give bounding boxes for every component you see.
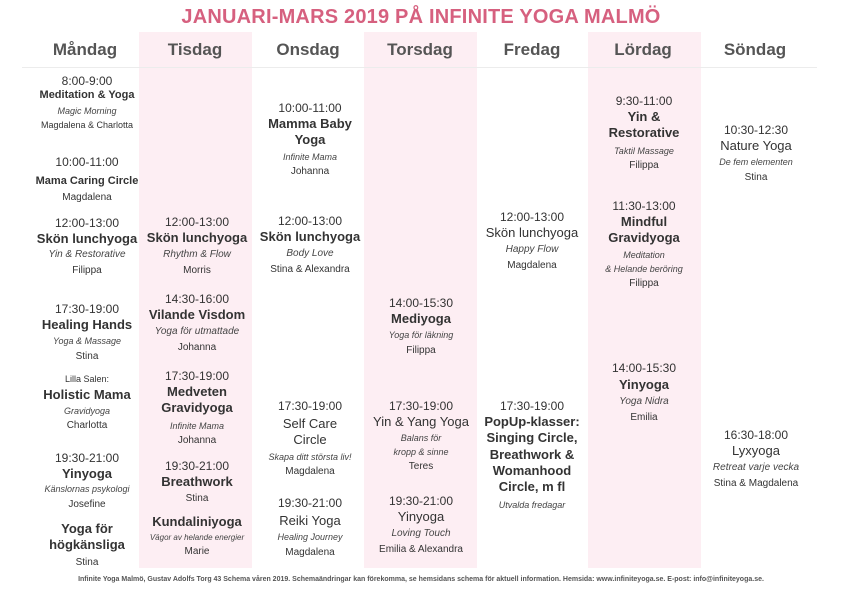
class-teacher: Magdalena & Charlotta: [40, 120, 134, 130]
class-teacher: Johanna: [177, 341, 217, 353]
class-teacher: Stina: [185, 493, 209, 505]
class-teacher: Magdalena: [285, 546, 335, 558]
day-header-sunday: Söndag: [723, 40, 787, 59]
class-time: 14:30-16:00: [164, 292, 230, 306]
class-name: Meditation & Yoga: [39, 89, 135, 101]
class-block: [474, 399, 590, 512]
class-time: 11:30-13:00: [612, 199, 676, 213]
class-time: 12:00-13:00: [54, 216, 120, 230]
class-block: [363, 494, 479, 556]
class-name: Skön lunchyoga: [36, 231, 138, 246]
class-name: Healing Hands: [41, 317, 133, 332]
class-time: 17:30-19:00: [499, 399, 565, 413]
class-time: 9:30-11:00: [615, 94, 673, 108]
class-time: 10:30-12:30: [723, 123, 789, 137]
class-time: 19:30-21:00: [277, 496, 343, 510]
class-name: Yinyoga: [61, 466, 113, 481]
class-teacher: Emilia: [630, 411, 658, 423]
class-teacher: Magdalena: [62, 191, 112, 203]
class-block: [29, 521, 145, 569]
class-teacher: Emilia & Alexandra: [379, 543, 463, 555]
class-teacher: Stina & Magdalena: [713, 477, 799, 489]
class-teacher: Teres: [408, 460, 434, 472]
class-teacher: Filippa: [406, 344, 436, 356]
class-block: [474, 210, 590, 272]
class-time: 17:30-19:00: [54, 302, 120, 316]
class-time: 12:00-13:00: [499, 210, 565, 224]
class-time: 17:30-19:00: [277, 399, 343, 413]
class-time: 14:00-15:30: [611, 361, 677, 375]
class-name: Yoga för högkänsliga: [49, 521, 125, 553]
class-subtitle: Yoga för utmattade: [154, 326, 240, 338]
class-block: [586, 94, 702, 172]
class-subtitle: Utvalda fredagar: [498, 500, 566, 511]
class-teacher: Josefine: [68, 498, 106, 510]
class-teacher: Morris: [183, 264, 211, 276]
class-time: 8:00-9:00: [61, 74, 113, 88]
class-block: [698, 123, 814, 184]
header-divider: [22, 67, 817, 68]
class-teacher: Stina: [75, 350, 99, 362]
class-name: Vilande Visdom: [148, 307, 246, 322]
class-name: Mediyoga: [391, 311, 451, 326]
class-name: Skön lunchyoga: [146, 230, 248, 245]
class-subtitle: Känslornas psykologi: [44, 484, 130, 495]
class-block: [252, 214, 368, 276]
day-header-saturday: Lördag: [614, 40, 672, 59]
class-subtitle: Loving Touch: [391, 528, 451, 540]
class-teacher: Marie: [184, 546, 210, 558]
class-block: [29, 374, 145, 432]
footer-info: Infinite Yoga Malmö, Gustav Adolfs Torg 43 Schema våren 2019. Schemaändringar kan förekomma, se hemsidans schema för aktuell information. Hemsida: www.infiniteyoga.se. E-post: info@infiniteyoga.se.: [78, 576, 764, 583]
class-time: 12:00-13:00: [164, 215, 230, 229]
class-block: [139, 459, 255, 506]
class-block: [139, 514, 255, 559]
class-block: [586, 199, 702, 291]
class-time: 10:00-11:00: [55, 155, 119, 169]
day-header-tuesday: Tisdag: [167, 40, 223, 59]
class-teacher: Stina: [744, 171, 768, 183]
class-name: Holistic Mama: [43, 387, 131, 403]
class-subtitle: Skapa ditt största liv!: [268, 451, 352, 462]
class-subtitle: Taktil Massage: [614, 145, 674, 156]
class-block: [252, 496, 368, 559]
class-block: [139, 215, 255, 277]
class-time: 14:00-15:30: [388, 296, 454, 310]
class-name: Yin & Restorative: [608, 109, 680, 141]
class-time: 16:30-18:00: [723, 428, 789, 442]
class-subtitle: Magic Morning: [57, 105, 117, 116]
class-time: 19:30-21:00: [54, 451, 120, 465]
class-block: [363, 399, 479, 473]
class-name: Medveten Gravidyoga: [161, 384, 233, 416]
class-name: PopUp-klasser: Singing Circle, Breathwork & Womanhood Circle, m fl: [484, 414, 580, 494]
class-subtitle: kropp & sinne: [393, 446, 449, 457]
class-name: Self Care Circle: [282, 416, 338, 448]
class-time: 12:00-13:00: [277, 214, 343, 228]
class-subtitle: Yoga Nidra: [619, 396, 669, 408]
class-block: [698, 428, 814, 490]
class-subtitle: Gravidyoga: [63, 405, 111, 416]
class-name: Breathwork: [161, 474, 233, 489]
class-block: [29, 155, 145, 204]
class-subtitle: Rhythm & Flow: [163, 249, 231, 261]
class-name: Skön lunchyoga: [485, 225, 579, 240]
class-subtitle: Body Love: [286, 248, 334, 260]
class-teacher: Charlotta: [66, 419, 108, 431]
class-teacher: Magdalena: [285, 465, 335, 477]
class-teacher: Stina & Alexandra: [270, 263, 350, 275]
class-subtitle: Yin & Restorative: [48, 249, 126, 261]
class-subtitle: Yoga för läkning: [388, 330, 454, 341]
class-subtitle: Retreat varje vecka: [712, 462, 800, 474]
class-block: [29, 216, 145, 277]
day-header-thursday: Torsdag: [387, 40, 453, 59]
class-subtitle: Happy Flow: [505, 244, 559, 256]
class-subtitle: Yoga & Massage: [52, 336, 122, 347]
class-name: Mamma Baby Yoga: [268, 116, 352, 148]
class-teacher: Filippa: [629, 278, 659, 289]
class-subtitle: & Helande beröring: [605, 263, 683, 274]
class-subtitle: Infinite Mama: [282, 151, 338, 162]
class-name: Mindful Gravidyoga: [608, 214, 680, 246]
class-time: 19:30-21:00: [164, 459, 230, 473]
class-block: [139, 369, 255, 447]
class-subtitle: Vägor av helande energier: [149, 533, 245, 543]
class-time: 17:30-19:00: [164, 369, 230, 383]
class-name: Mama Caring Circle: [35, 175, 139, 187]
class-teacher: Johanna: [290, 165, 330, 177]
class-name: Reiki Yoga: [279, 513, 341, 528]
class-teacher: Stina: [75, 556, 99, 568]
class-block: [363, 296, 479, 357]
class-block: [252, 399, 368, 478]
class-teacher: Filippa: [72, 264, 102, 276]
class-name: Kundaliniyoga: [152, 514, 242, 529]
day-header-monday: Måndag: [52, 40, 118, 59]
class-subtitle: Meditation: [623, 249, 665, 260]
class-name: Skön lunchyoga: [259, 229, 361, 244]
room-note: Lilla Salen:: [64, 374, 110, 384]
class-name: Nature Yoga: [720, 138, 792, 153]
class-name: Yinyoga: [618, 377, 670, 392]
class-time: 19:30-21:00: [388, 494, 454, 508]
class-teacher: Filippa: [629, 159, 659, 171]
class-block: [252, 101, 368, 178]
class-block: [29, 302, 145, 363]
class-name: Yin & Yang Yoga: [373, 414, 469, 429]
class-block: [29, 451, 145, 511]
class-block: [586, 361, 702, 424]
page-title: JANUARI-MARS 2019 PÅ INFINITE YOGA MALMÖ: [181, 6, 661, 28]
class-time: 17:30-19:00: [388, 399, 454, 413]
class-subtitle: Healing Journey: [277, 532, 343, 543]
class-subtitle: Balans för: [400, 433, 442, 444]
class-block: [29, 74, 145, 131]
class-name: Lyxyoga: [732, 443, 780, 458]
day-header-friday: Fredag: [503, 40, 561, 59]
class-teacher: Magdalena: [507, 259, 557, 271]
class-subtitle: De fem elementen: [719, 157, 793, 168]
class-time: 10:00-11:00: [278, 101, 342, 115]
class-name: Yinyoga: [397, 509, 445, 524]
class-block: [139, 292, 255, 354]
class-subtitle: Infinite Mama: [169, 420, 225, 431]
day-header-wednesday: Onsdag: [276, 40, 340, 59]
class-teacher: Johanna: [177, 434, 217, 446]
